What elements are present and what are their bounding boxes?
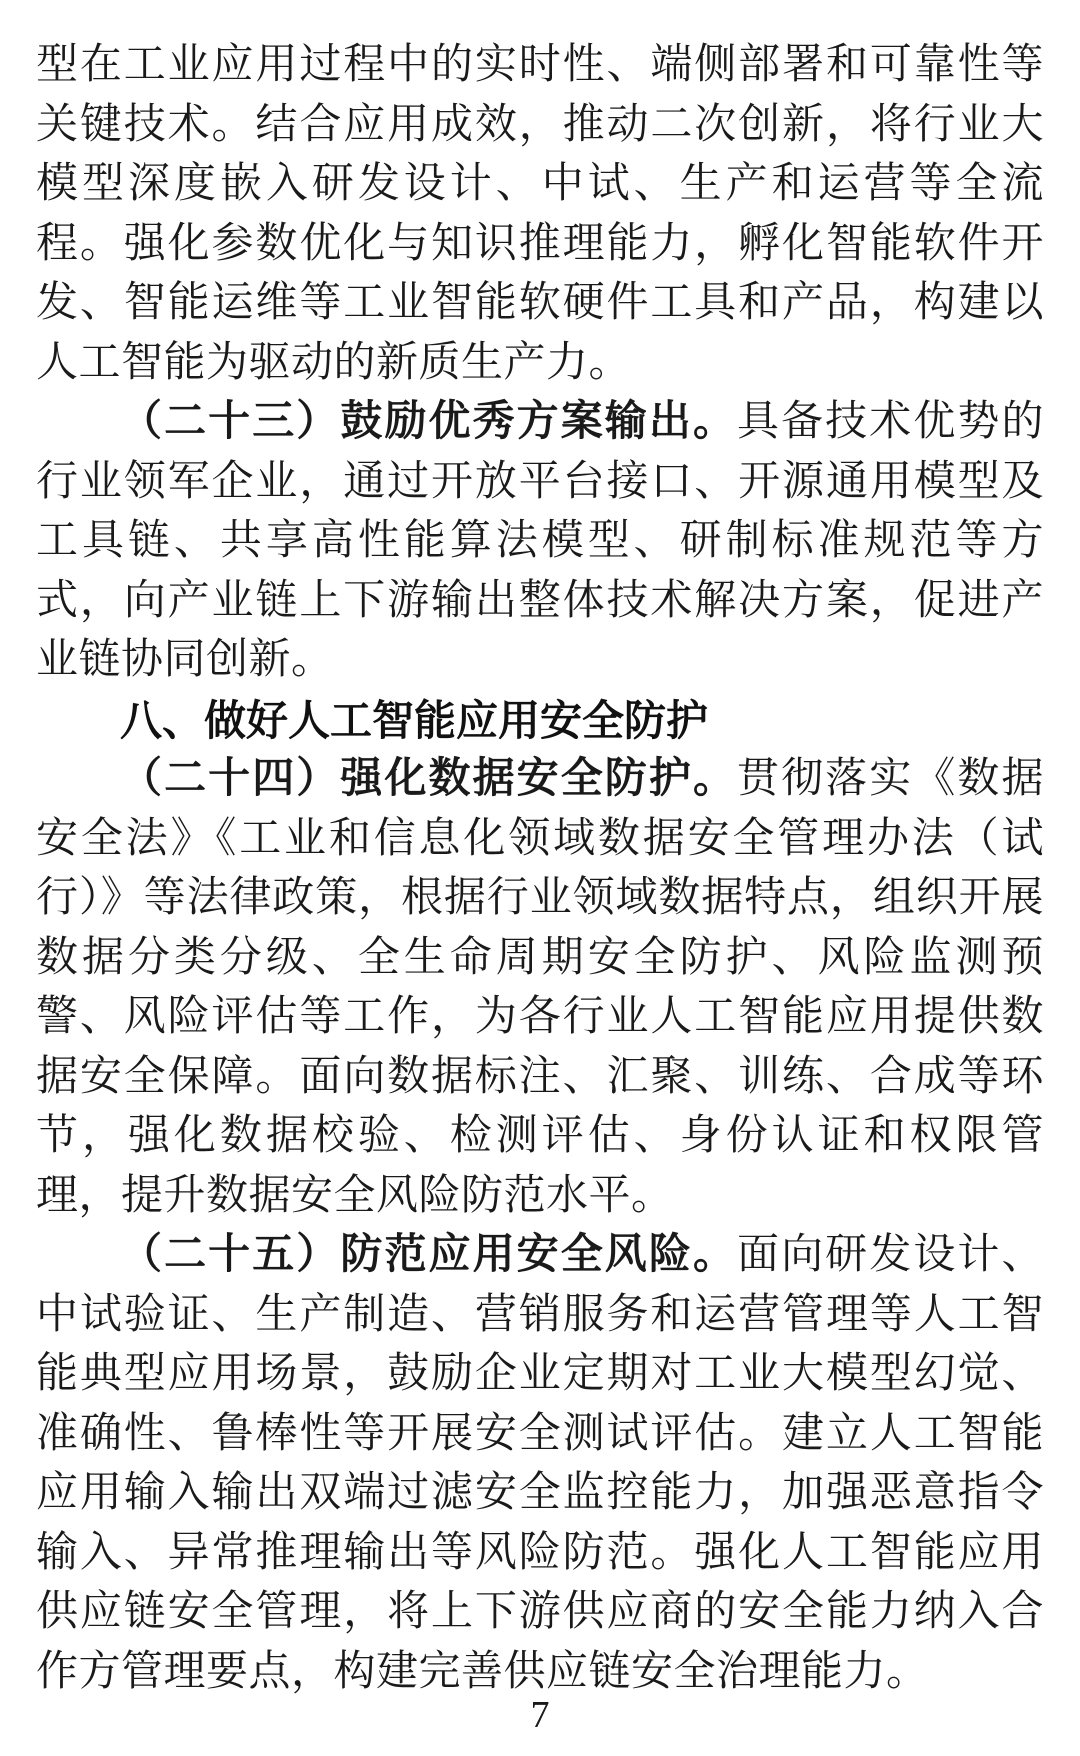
paragraph-clause-25: [36, 1226, 1044, 1702]
paragraph-continuation: 型在工业应用过程中的实时性、端侧部署和可靠性等关键技术。结合应用成效，推动二次创新，将行业大模型深度嵌入研发设计、中试、生产和运营等全流程。强化参数优化与知识推理能力，孵化智能软件开发、智能运维等工业智能软硬件工具和产品，构建以人工智能为驱动的新质生产力。: [36, 42, 1044, 386]
clause-24-lead: （二十四）强化数据安全防护。: [120, 756, 738, 802]
clause-25-lead: （二十五）防范应用安全风险。: [120, 1232, 738, 1278]
paragraph-clause-24: [36, 750, 1044, 1226]
page-number: 7: [530, 1694, 550, 1736]
paragraph-clause-23: [36, 393, 1044, 691]
clause-24-body: 贯彻落实《数据安全法》《工业和信息化领域数据安全管理办法（试行）》等法律政策，根据行业领域数据特点，组织开展数据分类分级、全生命周期安全防护、风险监测预警、风险评估等工作，为各行业人工智能应用提供数据安全保障。面向数据标注、汇聚、训练、合成等环节，强化数据校验、检测评估、身份认证和权限管理，提升数据安全风险防范水平。: [36, 756, 1044, 1219]
page-footer: [0, 1696, 1080, 1734]
clause-23-body: 具备技术优势的行业领军企业，通过开放平台接口、开源通用模型及工具链、共享高性能算法模型、研制标准规范等方式，向产业链上下游输出整体技术解决方案，促进产业链协同创新。: [36, 399, 1044, 683]
clause-25-body: 面向研发设计、中试验证、生产制造、营销服务和运营管理等人工智能典型应用场景，鼓励企业定期对工业大模型幻觉、准确性、鲁棒性等开展安全测试评估。建立人工智能应用输入输出双端过滤安全监控能力，加强恶意指令输入、异常推理输出等风险防范。强化人工智能应用供应链安全管理，将上下游供应商的安全能力纳入合作方管理要点，构建完善供应链安全治理能力。: [36, 1232, 1044, 1695]
clause-23-lead: （二十三）鼓励优秀方案输出。: [120, 399, 738, 445]
document-text-block: [36, 36, 1044, 1702]
section-heading-8: 八、做好人工智能应用安全防护: [120, 695, 709, 745]
